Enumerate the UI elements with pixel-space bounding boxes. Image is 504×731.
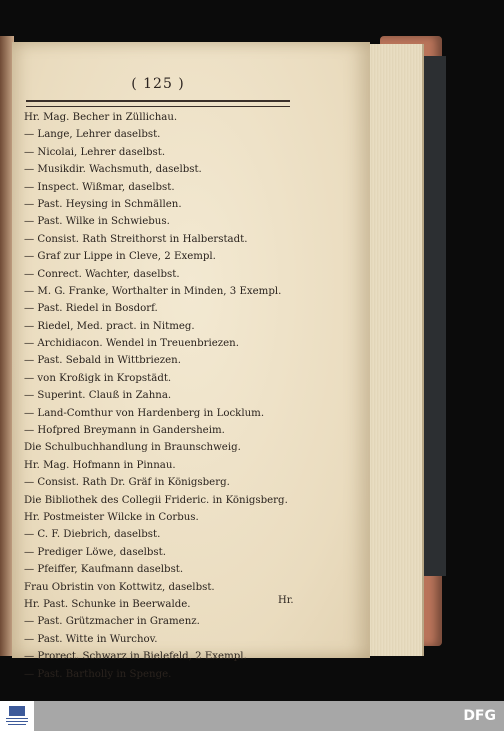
list-item: Hr. Mag. Hofmann in Pinnau. bbox=[24, 459, 176, 471]
header-rule bbox=[26, 100, 290, 107]
subscriber-list bbox=[24, 109, 354, 683]
list-item: — Conrect. Wachter, daselbst. bbox=[24, 268, 180, 280]
list-item: Hr. Mag. Becher in Züllichau. bbox=[24, 112, 178, 123]
list-item: — Past. Bartholly in Spenge. bbox=[24, 668, 172, 680]
list-item: — Consist. Rath Dr. Gräf in Königsberg. bbox=[24, 477, 230, 489]
list-item: Hr. Past. Schunke in Beerwalde. bbox=[24, 598, 191, 610]
list-item: — von Kroßigk in Kropstädt. bbox=[24, 372, 172, 384]
list-item: Die Schulbuchhandlung in Braunschweig. bbox=[24, 442, 241, 454]
catchword: Hr. bbox=[278, 595, 294, 606]
list-item: — Past. Wilke in Schwiebus. bbox=[24, 216, 170, 228]
list-item: Frau Obristin von Kottwitz, daselbst. bbox=[24, 581, 215, 593]
list-item: — Land-Comthur von Hardenberg in Locklum. bbox=[24, 407, 265, 419]
list-item: — M. G. Franke, Worthalter in Minden, 3 Exempl. bbox=[24, 285, 282, 297]
list-item: — Lange, Lehrer daselbst. bbox=[24, 129, 161, 141]
list-item: — Nicolai, Lehrer daselbst. bbox=[24, 146, 166, 158]
list-item: Hr. Postmeister Wilcke in Corbus. bbox=[24, 511, 199, 523]
list-item: Die Bibliothek des Collegii Frideric. in Königsberg. bbox=[24, 494, 288, 506]
viewer-footer bbox=[0, 701, 504, 731]
dfg-logo[interactable]: DFG bbox=[463, 708, 496, 724]
page-number: ( 125 ) bbox=[131, 76, 185, 92]
library-logo-icon[interactable] bbox=[0, 701, 34, 731]
list-item: — Graf zur Lippe in Cleve, 2 Exempl. bbox=[24, 251, 216, 263]
list-item: — Inspect. Wißmar, daselbst. bbox=[24, 181, 175, 193]
list-item: — Past. Witte in Wurchov. bbox=[24, 633, 158, 645]
list-item: — Consist. Rath Streithorst in Halberstadt. bbox=[24, 233, 248, 245]
page-edges bbox=[368, 44, 424, 656]
list-item: — Hofpred Breymann in Gandersheim. bbox=[24, 425, 225, 437]
list-item: — C. F. Diebrich, daselbst. bbox=[24, 529, 161, 541]
list-item: — Prediger Löwe, daselbst. bbox=[24, 546, 166, 558]
list-item: — Past. Grützmacher in Gramenz. bbox=[24, 616, 200, 628]
list-item: — Pfeiffer, Kaufmann daselbst. bbox=[24, 564, 184, 576]
list-item: — Superint. Clauß in Zahna. bbox=[24, 390, 172, 402]
list-item: — Past. Heysing in Schmällen. bbox=[24, 198, 182, 210]
list-item: — Past. Riedel in Bosdorf. bbox=[24, 303, 158, 315]
list-item: — Riedel, Med. pract. in Nitmeg. bbox=[24, 320, 195, 332]
list-item: — Past. Sebald in Wittbriezen. bbox=[24, 355, 181, 367]
list-item: — Archidiacon. Wendel in Treuenbriezen. bbox=[24, 338, 239, 350]
list-item: — Prorect. Schwarz in Bielefeld, 2 Exempl. bbox=[24, 651, 247, 663]
list-item: — Musikdir. Wachsmuth, daselbst. bbox=[24, 164, 202, 176]
